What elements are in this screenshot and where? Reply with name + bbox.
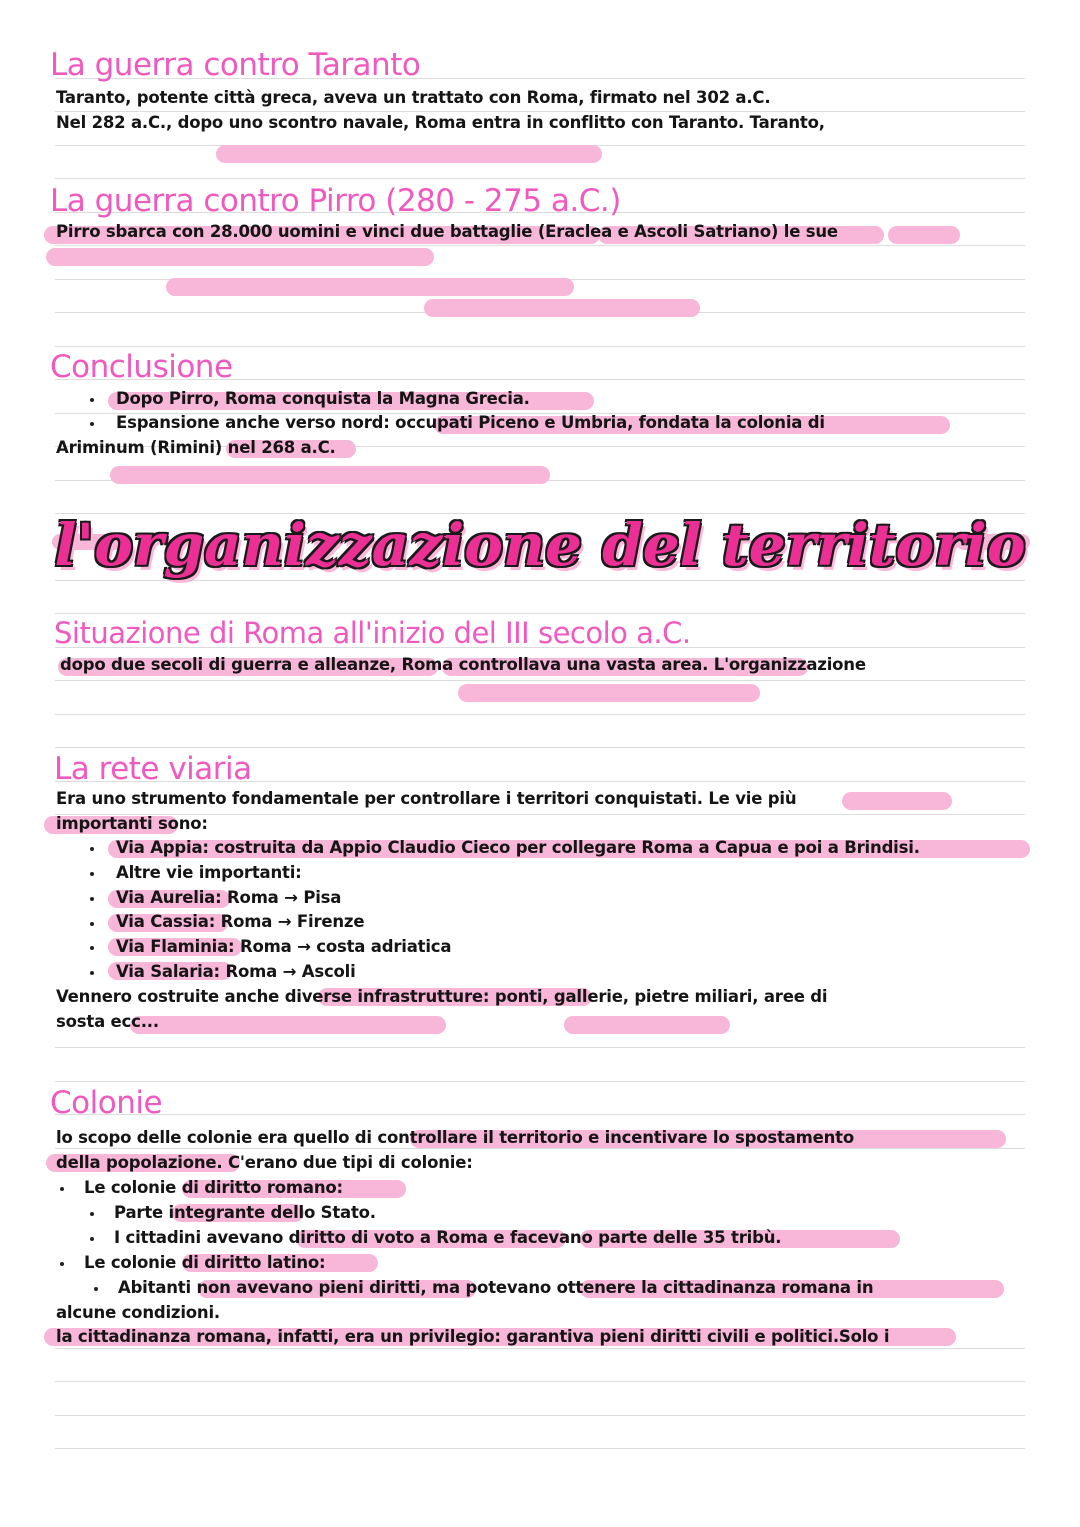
rete-line-2: importanti sono:: [56, 814, 208, 833]
colonie-line-8: alcune condizioni.: [56, 1303, 220, 1322]
bullet: [90, 1237, 94, 1241]
conclusione-line-2: Espansione anche verso nord: occupati Piceno e Umbria, fondata la colonia di: [116, 413, 825, 432]
bullet: [90, 398, 94, 402]
colonie-line-4: Parte integrante dello Stato.: [114, 1203, 376, 1222]
taranto-line-2: Nel 282 a.C., dopo uno scontro navale, Roma entra in conflitto con Taranto. Taranto,: [56, 113, 825, 132]
pirro-line-1: Pirro sbarca con 28.000 uomini e vinci due battaglie (Eraclea e Ascoli Satriano) le sue: [56, 222, 838, 241]
colonie-line-3: Le colonie di diritto romano:: [84, 1178, 343, 1197]
colonie-line-2: della popolazione. C'erano due tipi di colonie:: [56, 1153, 473, 1172]
rete-line-10: sosta ecc...: [56, 1012, 159, 1031]
section-heading-conclusione: Conclusione: [50, 349, 233, 385]
rete-line-5: Via Aurelia: Roma → Pisa: [116, 888, 342, 907]
colonie-line-1: lo scopo delle colonie era quello di controllare il territorio e incentivare lo spostamento: [56, 1128, 854, 1147]
bullet: [90, 897, 94, 901]
bullet: [94, 1287, 98, 1291]
section-heading-pirro: La guerra contro Pirro (280 - 275 a.C.): [50, 183, 621, 219]
section-heading-colonie: Colonie: [50, 1085, 163, 1121]
conclusione-line-1: Dopo Pirro, Roma conquista la Magna Grecia.: [116, 389, 530, 408]
conclusione-line-3: Ariminum (Rimini) nel 268 a.C.: [56, 438, 336, 457]
rete-line-7: Via Flaminia: Roma → costa adriatica: [116, 937, 452, 956]
bullet: [90, 946, 94, 950]
rete-line-6: Via Cassia: Roma → Firenze: [116, 912, 365, 931]
colonie-line-5: I cittadini avevano diritto di voto a Roma e facevano parte delle 35 tribù.: [114, 1228, 782, 1247]
situazione-line-1: dopo due secoli di guerra e alleanze, Roma controllava una vasta area. L'organizzazione: [60, 655, 866, 674]
section-heading-rete-viaria: La rete viaria: [54, 751, 252, 787]
bullet: [90, 422, 94, 426]
bullet: [90, 872, 94, 876]
banner-title: l'organizzazione del territorio: [54, 511, 1026, 579]
section-heading-situazione: Situazione di Roma all'inizio del III secolo a.C.: [54, 616, 691, 650]
bullet: [90, 1212, 94, 1216]
colonie-line-9: la cittadinanza romana, infatti, era un privilegio: garantiva pieni diritti civili e politici.Solo i: [56, 1327, 890, 1346]
rete-line-4: Altre vie importanti:: [116, 863, 302, 882]
bullet: [90, 847, 94, 851]
bullet: [60, 1187, 64, 1191]
section-heading-taranto: La guerra contro Taranto: [50, 47, 421, 83]
rete-line-8: Via Salaria: Roma → Ascoli: [116, 962, 356, 981]
bullet: [90, 922, 94, 926]
colonie-line-7: Abitanti non avevano pieni diritti, ma potevano ottenere la cittadinanza romana in: [118, 1278, 874, 1297]
colonie-line-6: Le colonie di diritto latino:: [84, 1253, 326, 1272]
rete-line-3: Via Appia: costruita da Appio Claudio Cieco per collegare Roma a Capua e poi a Brindisi.: [116, 838, 920, 857]
taranto-line-1: Taranto, potente città greca, aveva un trattato con Roma, firmato nel 302 a.C.: [56, 88, 771, 107]
bullet: [90, 971, 94, 975]
bullet: [60, 1262, 64, 1266]
rete-line-1: Era uno strumento fondamentale per controllare i territori conquistati. Le vie più: [56, 789, 797, 808]
rete-line-9: Vennero costruite anche diverse infrastrutture: ponti, gallerie, pietre miliari, aree di: [56, 987, 828, 1006]
